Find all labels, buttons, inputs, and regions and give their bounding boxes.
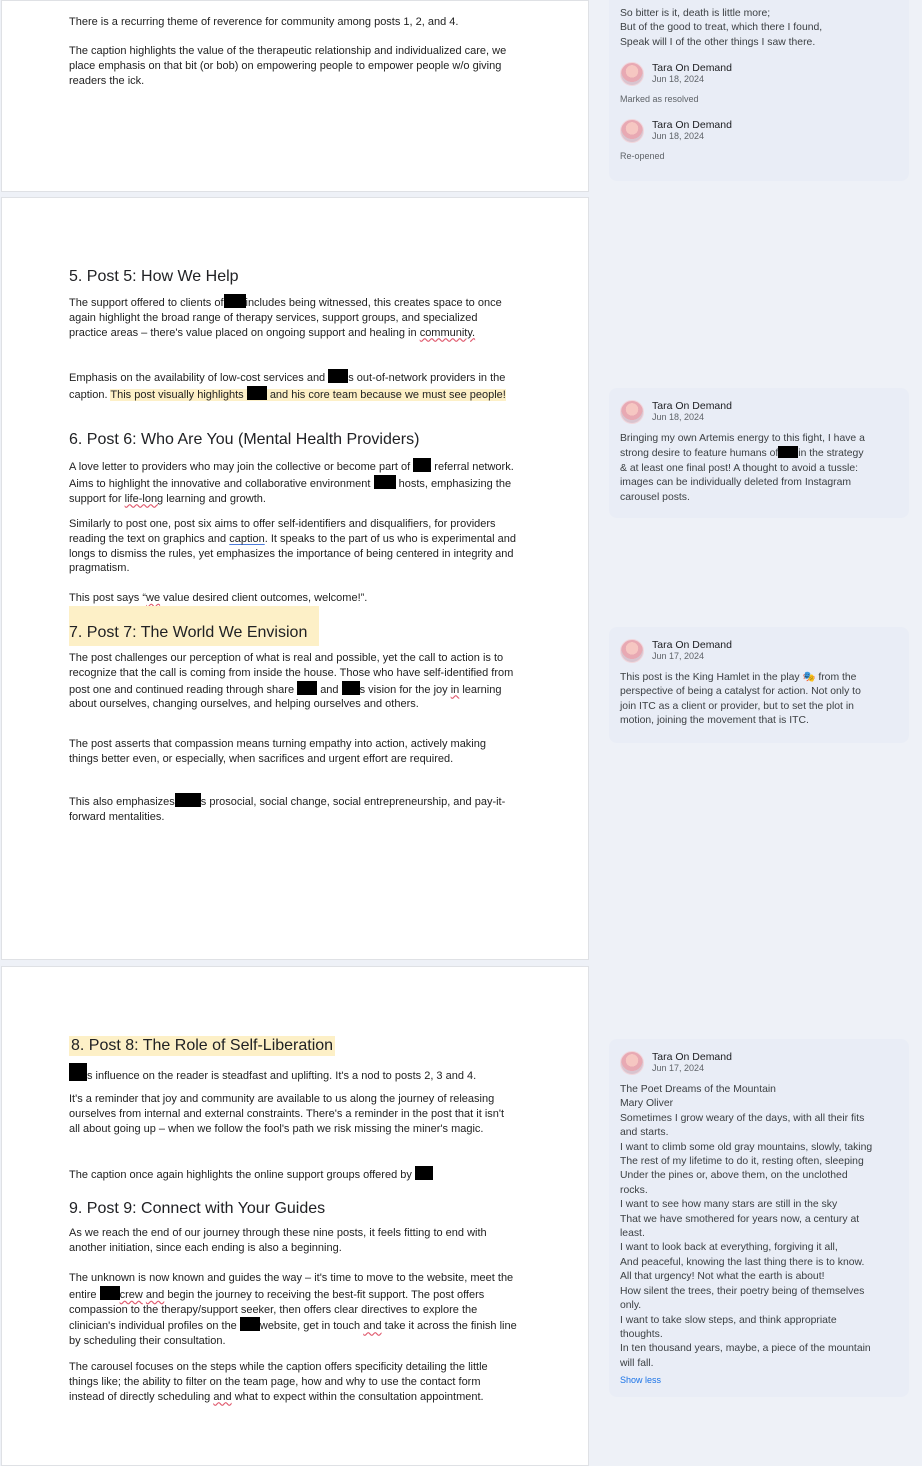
redaction (328, 369, 348, 383)
heading-post-9: 9. Post 9: Connect with Your Guides (69, 1200, 326, 1217)
paragraph: The caption highlights the value of the therapeutic relationship and individualized care, we place emphasis on that bit (or bob) on empowering people to empower people w/o giving readers the ick. (69, 45, 507, 87)
avatar (620, 62, 644, 86)
avatar (620, 639, 644, 663)
paragraph: The caption once again highlights the online support groups offered by (69, 1166, 524, 1183)
commenter-name: Tara On Demand (652, 62, 732, 75)
comment-status: Re-opened (620, 150, 665, 161)
paragraph: The unknown is now known and guides the way – it's time to move to the website, meet the entire crew and begin the journey to receiving the best-fit support. The post offers compassion to the therapy/support seeker, then offers clear directives to explore the clinician's individual profiles on the website, get in touch and take it across the finish line by scheduling their consultation. (69, 1272, 517, 1348)
commenter-name: Tara On Demand (652, 1051, 732, 1063)
comment-date: Jun 18, 2024 (652, 130, 705, 141)
paragraph: The support offered to clients of includes being witnessed, this creates space to once again highlight the broad range of therapy services, support groups, and specialized practice areas – there's value placed on ongoing support and healing in community. (69, 294, 514, 340)
paragraph: This also emphasizes s prosocial, social change, social entrepreneurship, and pay-it-forward mentalities. (69, 793, 509, 825)
show-less-link[interactable]: Show less (620, 1375, 662, 1386)
redaction (342, 681, 360, 695)
comment-thread[interactable] (609, 0, 909, 181)
paragraph: Emphasis on the availability of low-cost services and s out-of-network providers in the caption. This post visually highlights and his core team because we must see people! (69, 369, 524, 403)
comment-thread[interactable] (609, 627, 909, 743)
redaction (297, 681, 317, 695)
comment-date: Jun 18, 2024 (652, 74, 705, 85)
comment-thread[interactable] (609, 1039, 909, 1397)
comment-body: Bringing my own Artemis energy to this fight, I have a strong desire to feature humans of in the strategy & at least one final post! A thought to avoid a tussle: images can be individually deleted from Instagram carousel posts. (620, 433, 865, 503)
commenter-name: Tara On Demand (652, 639, 732, 651)
paragraph: It's a reminder that joy and community are available to us along the journey of releasing ourselves from internal and external constraints. There's a reminder in the post that it isn't all about going up – when we follow the fool's path we risk missing the miner's magic. (69, 1093, 505, 1135)
heading-post-8: 8. Post 8: The Role of Self-Liberation (71, 1037, 334, 1054)
comment-body: This post is the King Hamlet in the play 🎭 from the perspective of being a catalyst for action. Not only to join ITC as a client or provider, but to set the plot in motion, joining the movement that is ITC. (620, 672, 861, 727)
comment-date: Jun 17, 2024 (652, 1063, 705, 1073)
comment-date: Jun 17, 2024 (652, 651, 705, 661)
paragraph: s influence on the reader is steadfast and uplifting. It's a nod to posts 2, 3 and 4. (69, 1063, 524, 1084)
redaction (175, 793, 201, 807)
avatar (620, 1051, 644, 1075)
redaction (69, 1063, 87, 1081)
redaction (224, 294, 246, 308)
avatar (620, 119, 644, 143)
redaction (374, 475, 396, 489)
redaction (240, 1317, 260, 1331)
avatar (620, 400, 644, 424)
paragraph: There is a recurring theme of reverence for community among posts 1, 2, and 4. (69, 16, 459, 28)
paragraph: This post says “we value desired client outcomes, welcome!”. (69, 592, 368, 604)
redaction (415, 1166, 433, 1180)
paragraph: As we reach the end of our journey through these nine posts, it feels fitting to end with another initiation, since each ending is also a beginning. (69, 1227, 487, 1254)
paragraph: The post challenges our perception of what is real and possible, yet the call to action is to recognize that the call is coming from inside the house. Those who have self-identified from post one and continued reading through share and s vision for the joy in learning about ourselves, changing ourselves, and helping ourselves and others. (69, 652, 514, 711)
comment-body: So bitter is it, death is little more; But of the good to treat, which there I found, Speak will I of the other things I saw there. (620, 8, 823, 48)
heading-post-6: 6. Post 6: Who Are You (Mental Health Providers) (69, 431, 420, 448)
comment-date: Jun 18, 2024 (652, 412, 705, 422)
paragraph: The carousel focuses on the steps while the caption offers specificity detailing the little things like; the ability to filter on the team page, how and why to use the contact form instead of directly scheduling and what to expect within the consultation appointment. (69, 1361, 488, 1403)
redaction (247, 386, 267, 400)
comment-status: Marked as resolved (620, 94, 699, 105)
paragraph: A love letter to providers who may join the collective or become part of referral network. Aims to highlight the innovative and collaborative environment hosts, emphasizing the support for life-long learning and growth. (69, 458, 514, 506)
redaction (413, 458, 431, 472)
heading-post-5: 5. Post 5: How We Help (69, 268, 239, 285)
heading-post-7: 7. Post 7: The World We Envision (69, 606, 319, 646)
paragraph: The post asserts that compassion means turning empathy into action, actively making things better even, or especially, when sacrifices and urgent effort are required. (69, 738, 486, 765)
comment-body: The Poet Dreams of the Mountain Mary Oliver Sometimes I grow weary of the days, with all their fits and starts. I want to climb some old gray mountains, slowly, taking The rest of my lifetime to do it, resting often, sleeping Under the pines or, above them, on the unclothed rocks. I want to see how many stars are still in the sky That we have smothered for years now, a century at least. I want to look back at everything, forgiving it all, And peaceful, knowing the last thing there is to know. All that urgency! Not what the earth is about! How silent the trees, their poetry being of themselves only. I want to take slow steps, and think appropriate thoughts. In ten thousand years, maybe, a piece of the mountain will fall. (620, 1084, 873, 1369)
redaction (100, 1286, 120, 1300)
commenter-name: Tara On Demand (652, 400, 732, 412)
paragraph: Similarly to post one, post six aims to offer self-identifiers and disqualifiers, for providers reading the text on graphics and caption. It speaks to the part of us who is experimental and longs to dismiss the rules, yet emphasizes the importance of being centered in integrity and pragmatism. (69, 518, 517, 575)
redaction (778, 446, 798, 458)
commenter-name: Tara On Demand (652, 118, 732, 131)
comment-thread[interactable] (609, 388, 909, 518)
